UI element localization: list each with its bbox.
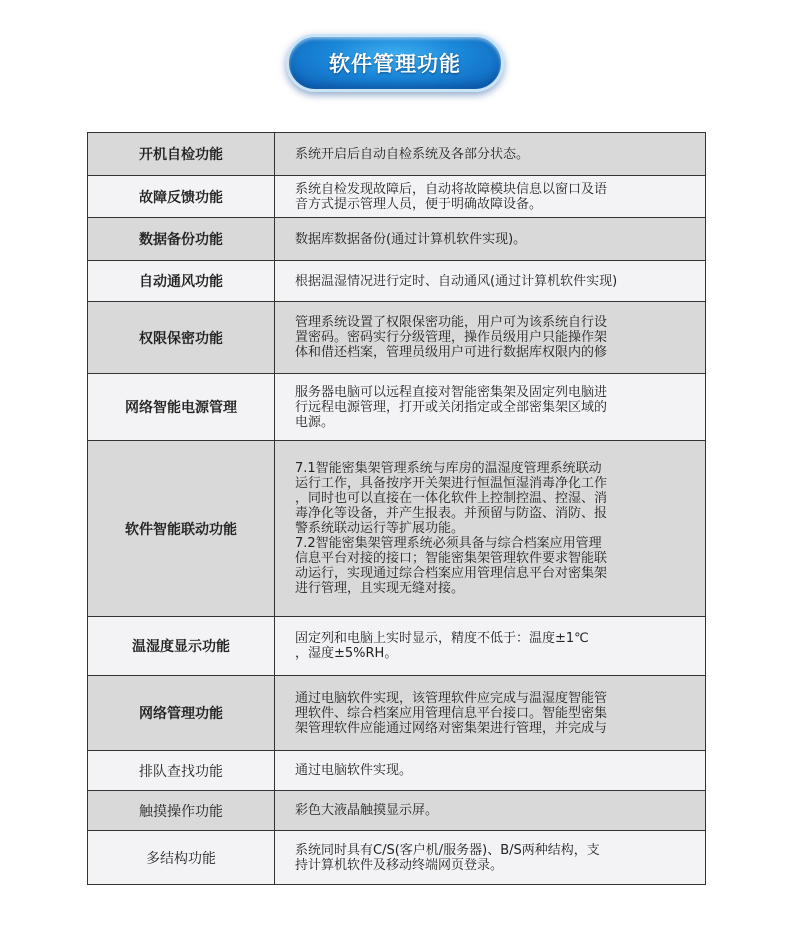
table-row: [88, 751, 706, 791]
feature-desc: 系统同时具有C/S(客户机/服务器)、B/S两种结构，支 持计算机软件及移动终端网页登录。: [275, 831, 706, 885]
feature-name: 网络智能电源管理: [88, 374, 275, 441]
feature-name: 数据备份功能: [88, 218, 275, 261]
feature-desc: 通过电脑软件实现。: [275, 751, 706, 791]
table-row: [88, 831, 706, 885]
feature-desc: 根据温湿情况进行定时、自动通风(通过计算机软件实现): [275, 261, 706, 302]
feature-name: 权限保密功能: [88, 302, 275, 374]
table-row: [88, 676, 706, 751]
table-row: [88, 617, 706, 676]
feature-name: 网络管理功能: [88, 676, 275, 751]
feature-name: 多结构功能: [88, 831, 275, 885]
feature-desc: 系统自检发现故障后，自动将故障模块信息以窗口及语 音方式提示管理人员，便于明确故障设备。: [275, 176, 706, 218]
title-button-shape: [286, 34, 504, 92]
feature-desc: 管理系统设置了权限保密功能，用户可为该系统自行设 置密码。密码实行分级管理，操作员级用户只能操作架 体和借还档案，管理员级用户可进行数据库权限内的修: [275, 302, 706, 374]
feature-desc: 固定列和电脑上实时显示，精度不低于：温度±1℃ ，湿度±5%RH。: [275, 617, 706, 676]
feature-name: 触摸操作功能: [88, 791, 275, 831]
table-row: [88, 441, 706, 617]
page-title: 软件管理功能: [329, 52, 461, 76]
table-row: [88, 302, 706, 374]
table-row: [88, 374, 706, 441]
feature-name: 自动通风功能: [88, 261, 275, 302]
table-row: [88, 133, 706, 176]
feature-desc: 通过电脑软件实现，该管理软件应完成与温湿度智能管 理软件、综合档案应用管理信息平台接口。智能型密集 架管理软件应能通过网络对密集架进行管理，并完成与: [275, 676, 706, 751]
feature-name: 软件智能联动功能: [88, 441, 275, 617]
feature-desc: 系统开启后自动自检系统及各部分状态。: [275, 133, 706, 176]
table-row: [88, 218, 706, 261]
table-row: [88, 176, 706, 218]
feature-name: 开机自检功能: [88, 133, 275, 176]
feature-desc: 7.1智能密集架管理系统与库房的温湿度管理系统联动 运行工作，具备按序开关架进行恒温恒湿消毒净化工作 ，同时也可以直接在一体化软件上控制控温、控湿、消 毒净化等设备，并产生报表。并预留与防盗、消防、报 警系统联动运行等扩展功能。 7.2智能密集架管理系统必须具备与综合档案应用管理 信息平台对接的接口；智能密集架管理软件要求智能联 动运行，实现通过综合档案应用管理信息平台对密集架 进行管理，且实现无缝对接。: [275, 441, 706, 617]
feature-table: [87, 132, 706, 885]
table-row: [88, 791, 706, 831]
table-row: [88, 261, 706, 302]
feature-name: 故障反馈功能: [88, 176, 275, 218]
feature-name: 温湿度显示功能: [88, 617, 275, 676]
feature-desc: 服务器电脑可以远程直接对智能密集架及固定列电脑进 行远程电源管理，打开或关闭指定或全部密集架区域的 电源。: [275, 374, 706, 441]
feature-name: 排队查找功能: [88, 751, 275, 791]
feature-desc: 数据库数据备份(通过计算机软件实现)。: [275, 218, 706, 261]
feature-desc: 彩色大液晶触摸显示屏。: [275, 791, 706, 831]
section-title-badge: [286, 34, 504, 92]
